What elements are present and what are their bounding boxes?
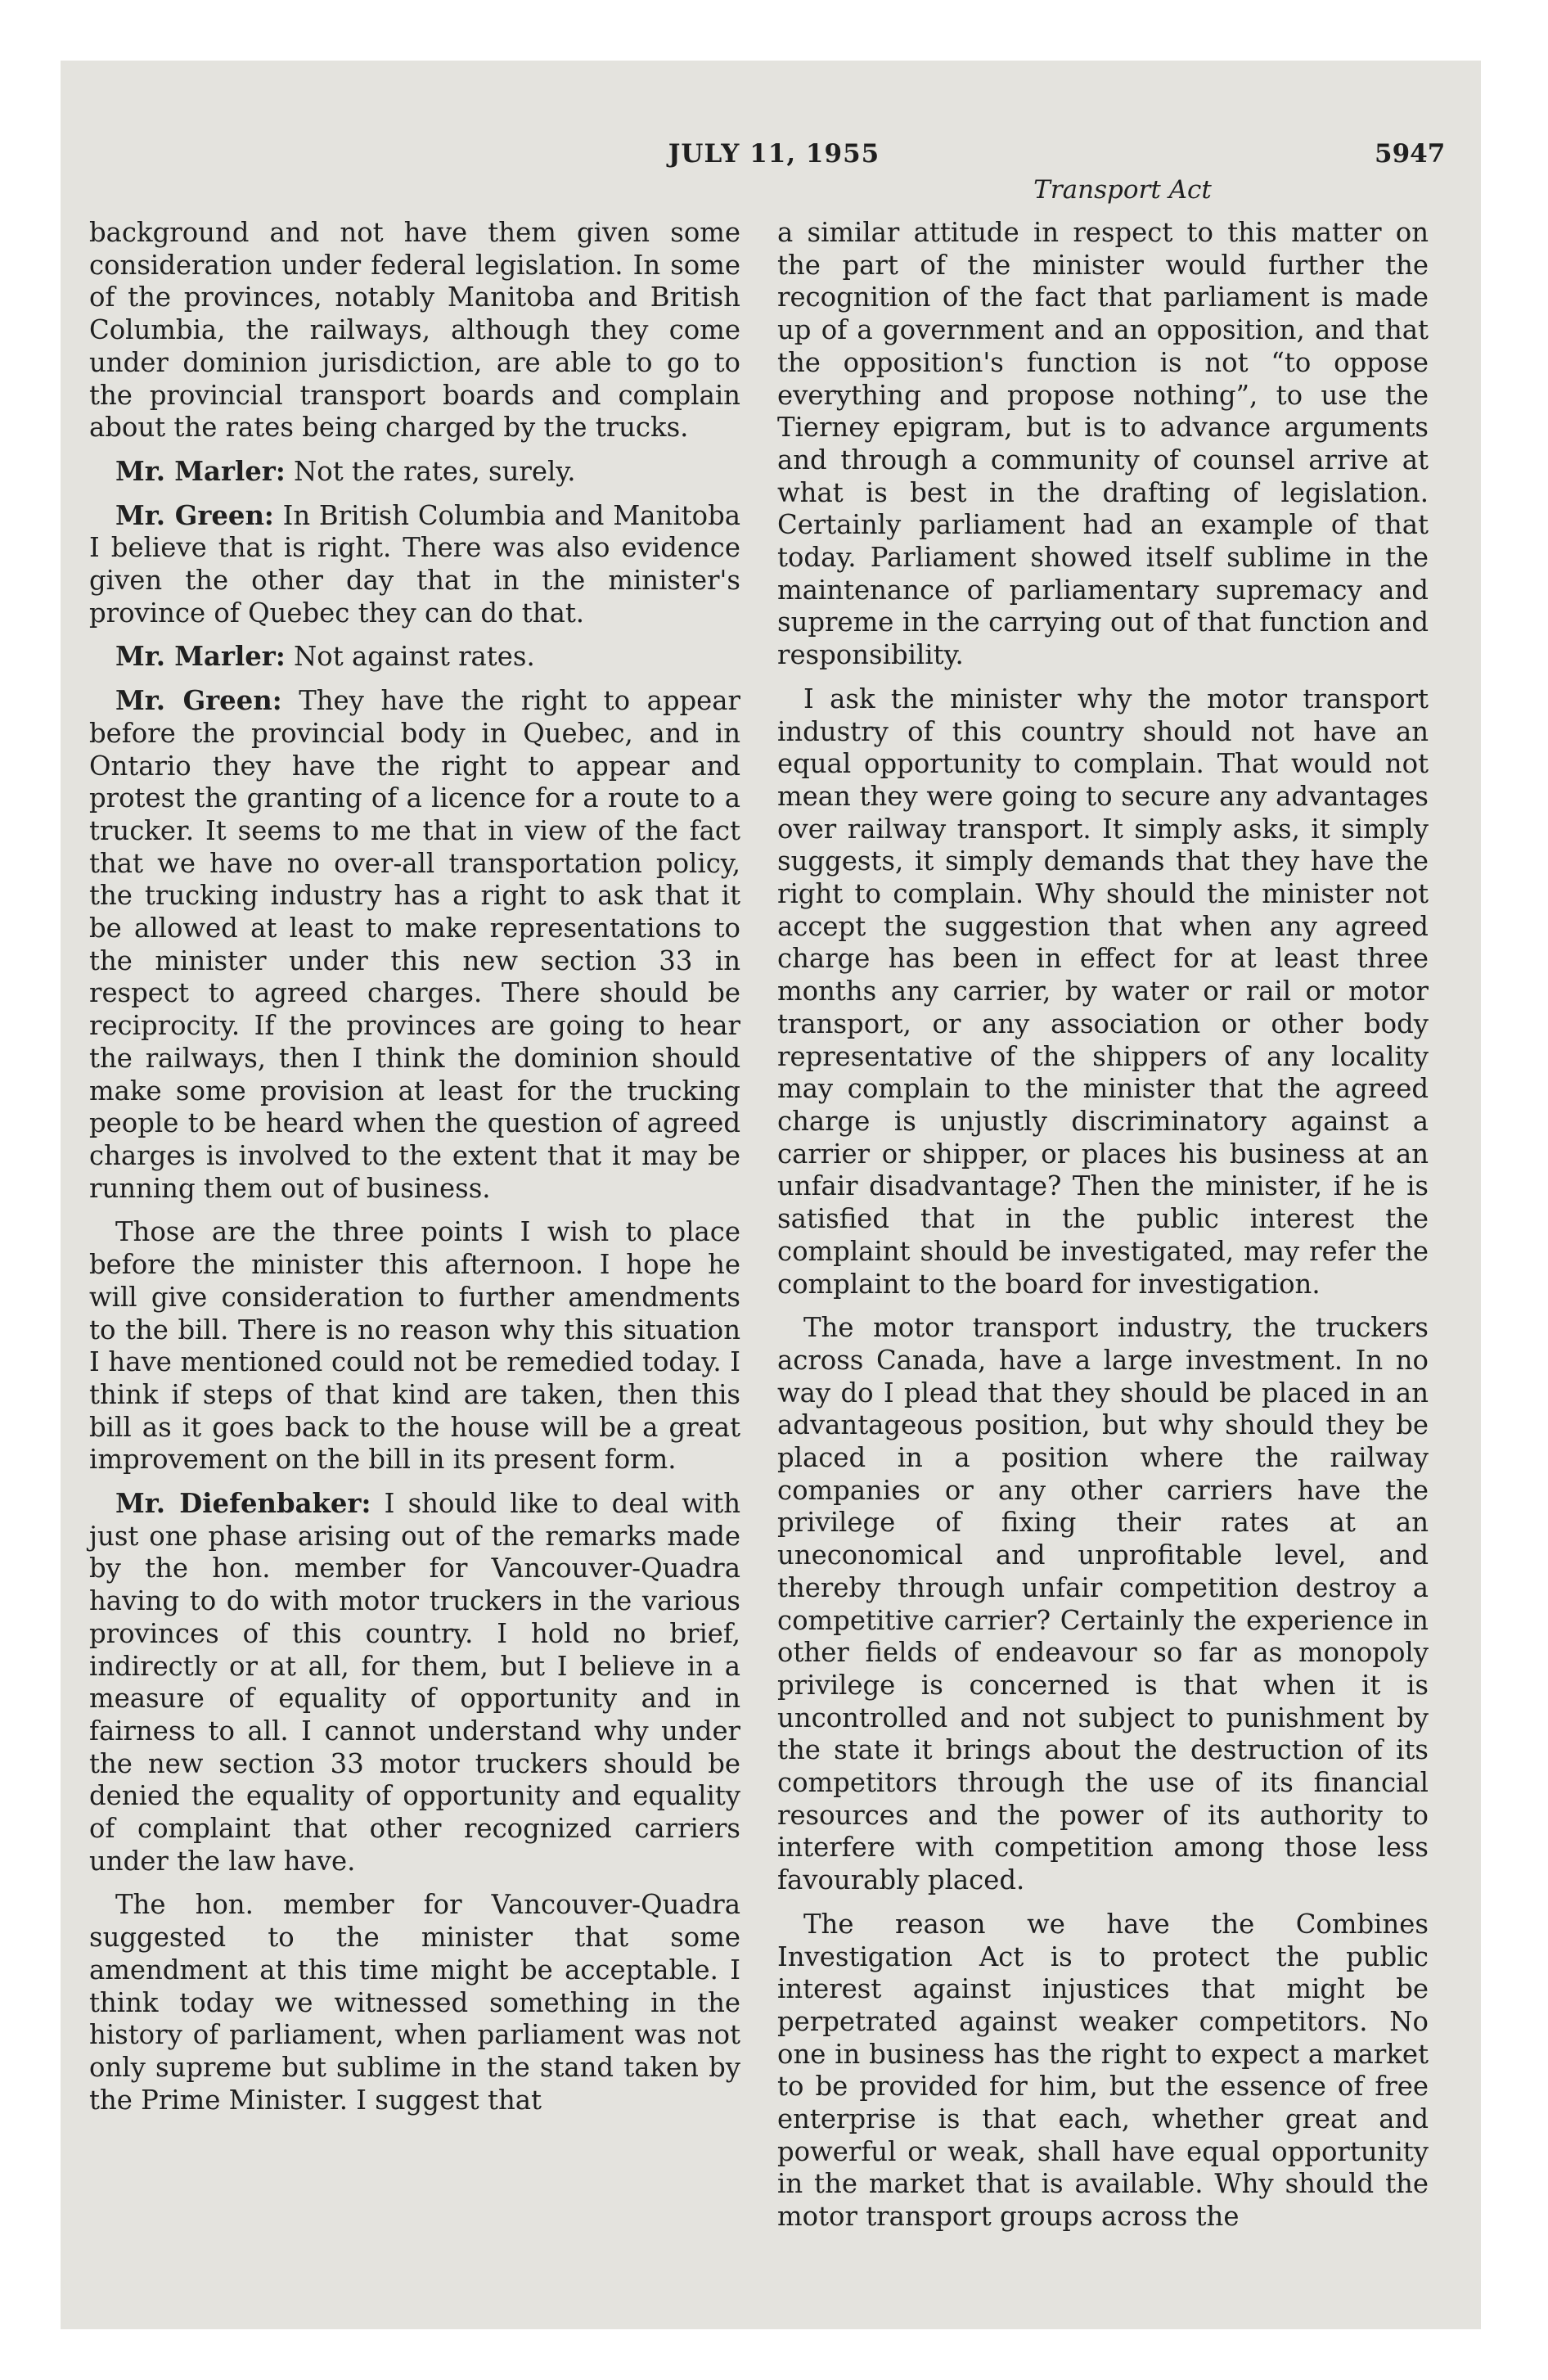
paragraph-text: The hon. member for Vancouver-Quadra suggested to the minister that some amendment at this time might be acceptable. I think today we witnessed something in the history of parliament, when parliament was not only supreme but sublime in the stand taken by the Prime Minister. I suggest that — [89, 1889, 740, 2116]
page-number: 5947 — [1375, 139, 1446, 169]
paragraph — [89, 217, 740, 444]
paragraph — [89, 1889, 740, 2116]
speaker-name: Mr. Marler: — [115, 641, 286, 673]
paragraph-text: In British Columbia and Manitoba I believe that is right. There was also evidence given the other day that in the minister's province of Quebec they can do that. — [89, 499, 740, 629]
paragraph — [777, 683, 1429, 1300]
page-date: JULY 11, 1955 — [668, 139, 880, 169]
paragraph — [89, 1488, 740, 1877]
paragraph-text: The motor transport industry, the truckers across Canada, have a large investment. In no way do I plead that they should be placed in an advantageous position, but why should they be placed in a position where the railway companies or any other carriers have the privilege of fixing their rates at an uneconomical and unprofitable level, and thereby through unfair competition destroy a competitive carrier? Certainly the experience in other fields of endeavour so far as monopoly privilege is concerned is that when it is uncontrolled and not subject to punishment by the state it brings about the destruction of its competitors through the use of its financial resources and the power of its authority to interfere with competition among those less favourably placed. — [777, 1312, 1429, 1896]
speaker-name: Mr. Green: — [115, 499, 274, 531]
paragraph-text: I ask the minister why the motor transport industry of this country should not have an equal opportunity to complain. That would not mean they were going to secure any advantages over railway transport. It simply asks, it simply suggests, it simply demands that they have the right to complain. Why should the minister not accept the suggestion that when any agreed charge has been in effect for at least three months any carrier, by water or rail or motor transport, or any association or other body representative of the shippers of any locality may complain to the minister that the agreed charge is unjustly discriminatory against a carrier or shipper, or places his business at an unfair disadvantage? Then the minister, if he is satisfied that in the public interest the complaint should be investigated, may refer the complaint to the board for investigation. — [777, 683, 1429, 1300]
paragraph-text: Not against rates. — [294, 641, 535, 673]
speaker-name: Mr. Green: — [115, 685, 282, 717]
right-column — [777, 217, 1429, 2245]
page-topic: Transport Act — [1033, 175, 1212, 205]
paragraph-text: I should like to deal with just one phase arising out of the remarks made by the hon. member for Vancouver-Quadra having to do with motor truckers in the various provinces of this country. I hold no brief, indirectly or at all, for them, but I believe in a measure of equality of opportunity and in fairness to all. I cannot understand why under the new section 33 motor truckers should be denied the equality of opportunity and equality of complaint that other recognized carriers under the law have. — [89, 1488, 740, 1877]
paragraph — [777, 217, 1429, 672]
paragraph — [89, 1216, 740, 1476]
speaker-name: Mr. Diefenbaker: — [115, 1488, 371, 1520]
paragraph-text: Those are the three points I wish to place before the minister this afternoon. I hope he will give consideration to further amendments to the bill. There is no reason why this situation I have mentioned could not be remedied today. I think if steps of that kind are taken, then this bill as it goes back to the house will be a great improvement on the bill in its present form. — [89, 1216, 740, 1476]
paragraph — [89, 641, 740, 674]
paragraph — [89, 500, 740, 630]
paragraph-text: The reason we have the Combines Investigation Act is to protect the public interest against injustices that might be perpetrated against weaker competitors. No one in business has the right to expect a market to be provided for him, but the essence of free enterprise is that each, whether great and powerful or weak, shall have equal opportunity in the market that is available. Why should the motor transport groups across the — [777, 1908, 1429, 2233]
paragraph — [777, 1312, 1429, 1897]
paragraph — [777, 1909, 1429, 2234]
speaker-name: Mr. Marler: — [115, 455, 286, 487]
paragraph-text: a similar attitude in respect to this matter on the part of the minister would further the recognition of the fact that parliament is made up of a government and an opposition, and that the opposition's function is not “to oppose everything and propose nothing”, to use the Tierney epigram, but is to advance arguments and through a community of counsel arrive at what is best in the drafting of legislation. Certainly parliament had an example of that today. Parliament showed itself sublime in the maintenance of parliamentary supremacy and supreme in the carrying out of that function and responsibility. — [777, 217, 1429, 671]
paragraph — [89, 456, 740, 489]
paragraph — [89, 685, 740, 1205]
paragraph-text: They have the right to appear before the provincial body in Quebec, and in Ontario they have the right to appear and protest the granting of a licence for a route to a trucker. It seems to me that in view of the fact that we have no over-all transportation policy, the trucking industry has a right to ask that it be allowed at least to make representations to the minister under this new section 33 in respect to agreed charges. There should be reciprocity. If the provinces are going to hear the railways, then I think the dominion should make some provision at least for the trucking people to be heard when the question of agreed charges is involved to the extent that it may be running them out of business. — [89, 685, 740, 1204]
paragraph-text: Not the rates, surely. — [294, 455, 576, 487]
left-column — [89, 217, 740, 2128]
paragraph-text: background and not have them given some consideration under federal legislation. In some of the provinces, notably Manitoba and British Columbia, the railways, although they come under dominion jurisdiction, are able to go to the provincial transport boards and complain about the rates being charged by the trucks. — [89, 217, 740, 444]
